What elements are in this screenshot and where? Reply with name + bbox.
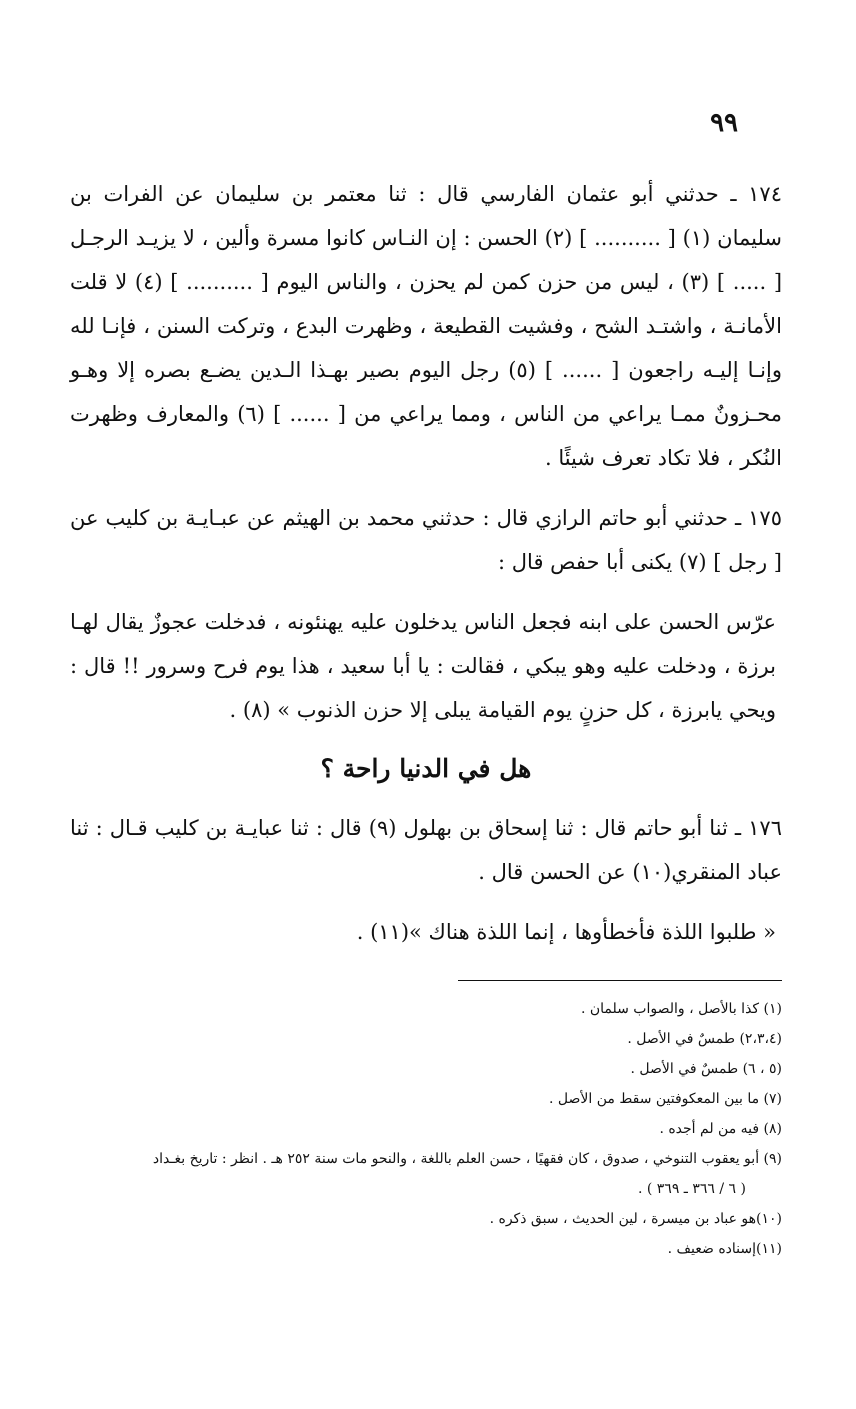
footnote: (١٠)هو عباد بن ميسرة ، لين الحديث ، سبق ذكره . bbox=[489, 1211, 782, 1227]
paragraph-175-quote: عرّس الحسن على ابنه فجعل الناس يدخلون عليه يهنئونه ، فدخلت عجوزٌ يقال لهـا برزة ، ودخلت عليه وهو يبكي ، فقالت : يا أبا سعيد ، هذا يوم فرح وسرور !! قال : ويحي يابرزة ، كل حزنٍ يوم القيامة يبلى إلا حزن الذنوب » (٨) . bbox=[70, 610, 776, 722]
footnote: (١١)إسناده ضعيف . bbox=[667, 1241, 782, 1257]
footnote: (٨) فيه من لم أجده . bbox=[659, 1121, 782, 1137]
footnote: (٩) أبو يعقوب التنوخي ، صدوق ، كان فقهيًا ، حسن العلم باللغة ، والنحو مات سنة ٢٥٢ هـ . انظر : تاريخ بغـداد bbox=[152, 1151, 782, 1167]
section-heading: هل في الدنيا راحة ؟ bbox=[320, 754, 532, 783]
main-text bbox=[70, 172, 782, 954]
footnote: (١) كذا بالأصل ، والصواب سلمان . bbox=[580, 1001, 782, 1017]
footnote-divider bbox=[458, 980, 782, 981]
paragraph-175: ١٧٥ ـ حدثني أبو حاتم الرازي قال : حدثني محمد بن الهيثم عن عبـايـة بن كليب عن [ رجل ] (٧) يكنى أبا حفص قال : bbox=[70, 506, 782, 574]
footnote-continuation: ( ٦ / ٣٦٦ ـ ٣٦٩ ) . bbox=[637, 1181, 746, 1197]
footnote: (٥ ، ٦) طمسٌ في الأصل . bbox=[630, 1061, 782, 1077]
paragraph-174: ١٧٤ ـ حدثني أبو عثمان الفارسي قال : ثنا معتمر بن سليمان عن الفرات بن سليمان (١) [ .......... ] (٢) الحسن : إن النـاس كانوا مسرة وألين ، لا يزيـد الرجـل [ ..... ] (٣) ، ليس من حزن كمن لم يحزن ، والناس اليوم [ .......... ] (٤) لا قلت الأمانـة ، واشتـد الشح ، وفشيت القطيعة ، وظهرت البدع ، وتركت السنن ، فإنـا لله وإنـا إليـه راجعون [ ...... ] (٥) رجل اليوم بصير بهـذا الـدين يضـع بصره إلا وهـو محـزونٌ ممـا يراعي من الناس ، ومما يراعي من [ ...... ] (٦) والمعارف وظهرت النُكر ، فلا تكاد تعرف شيئًا . bbox=[70, 182, 783, 470]
footnote: (٢،٣،٤) طمسٌ في الأصل . bbox=[627, 1031, 782, 1047]
footnote: (٧) ما بين المعكوفتين سقط من الأصل . bbox=[549, 1091, 782, 1107]
paragraph-176: ١٧٦ ـ ثنا أبو حاتم قال : ثنا إسحاق بن بهلول (٩) قال : ثنا عبايـة بن كليب قـال : ثنا عباد المنقري(١٠) عن الحسن قال . bbox=[70, 816, 782, 884]
paragraph-176-quote: « طلبوا اللذة فأخطأوها ، إنما اللذة هناك »(١١) . bbox=[356, 920, 776, 944]
page-number: ٩٩ bbox=[710, 108, 738, 138]
footnotes bbox=[70, 994, 782, 1264]
